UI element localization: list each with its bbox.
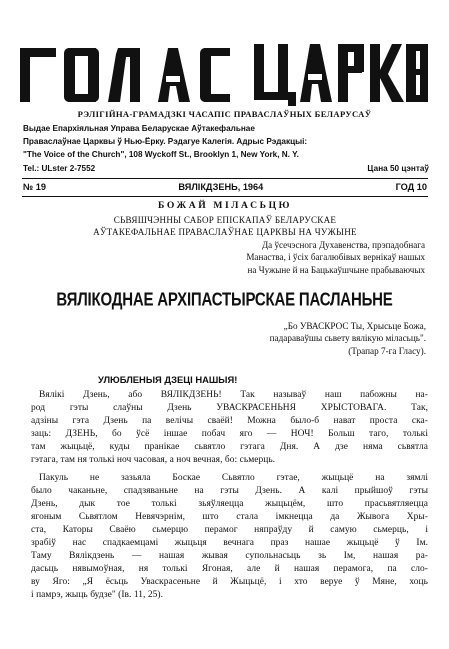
body-line: Дзень, дык тое толькі зьяўляецца жыцьцём, што прасьвятляецца <box>31 499 428 510</box>
body-line: ву Яго: „Я ёсьць Уваскрасеньне й Жыцьцё, і хто веруе ў Мяне, хоць <box>31 576 428 587</box>
synod-address <box>22 214 428 239</box>
addressees <box>170 239 425 276</box>
greeting: УЛЮБЛЕНЫЯ ДЗЕЦІ НАШЫЯ! <box>98 374 238 385</box>
publisher-line-2: Праваслаўнае Царквы ў Нью-Ёрку. Рэдагуе Калегія. Адрыс Рэдакцыі: <box>23 137 308 147</box>
body-line: Таму Вялікдзень — нашая жывая супольнасьць зь Ім, нашая ра- <box>31 550 428 561</box>
body-line: ста, Каторы Сваёю сьмерцю перамог няпраўду й самую сьмерць, і <box>31 525 428 536</box>
subtitle: РЭЛІГІЙНА-ГРАМАДЗКІ ЧАСАПІС ПРАВАСЛАЎНЫХ БЕЛАРУСАЎ <box>77 109 372 119</box>
synod-line-2: АЎТАКЕФАЛЬНАЕ ПРАВАСЛАЎНАЕ ЦАРКВЫ НА ЧУЖЫНЕ <box>93 227 357 238</box>
publisher-info <box>23 122 429 175</box>
body-line: было чаканьне, спадзяваньне на гэты Дзень. А калі прыйшоў гэты <box>31 486 428 497</box>
header-rule-bottom <box>22 196 428 197</box>
epigraph <box>230 320 426 357</box>
publisher-line-1: Выдае Епархіяльная Управа Беларускае Аўтакефальнае <box>23 124 255 133</box>
issue-number: № 19 <box>23 182 47 192</box>
addressees-line-3: на Чужыне й на Бацькаўшчыне прабываючых <box>247 264 425 275</box>
epigraph-line-2: падараваўшы сьвету вялікую міласьць". <box>269 333 426 344</box>
body-line: Пакуль не зазьяла Боскае Сьвятло гэтае, жыцьцё на зямлі <box>39 473 428 484</box>
masthead <box>18 40 428 106</box>
body-line: гэтага, там ня толькі ноч часовая, а ноч вечная, бо: сьмерць. <box>31 454 276 465</box>
epigraph-source: (Трапар 7-га Гласу). <box>348 345 426 356</box>
body-line: Вялікі Дзень, або ВЯЛІКДЗЕНЬ! Так называў наш пабожны на- <box>39 390 428 400</box>
body-line: там жыцьцё, куды пранікае сьвятло гэтага Дня. А дзе няма сьвятла <box>31 441 428 452</box>
publisher-telephone: Tel.: ULster 2-7552 <box>23 163 96 173</box>
addressees-line-1: Да ўсечэснога Духавенства, прэпадобнага <box>261 240 425 250</box>
issue-line <box>23 182 427 192</box>
article-body <box>31 389 428 602</box>
body-line: зрабіў нас спадкаемцамі жыцьця вечнага праз нашае жыцьцё ў Ім. <box>31 537 428 548</box>
body-line: адзіны гэта Дзень па велічы сваёй! Можна было-б нават проста ска- <box>31 415 428 426</box>
addressees-line-2: Манаства, і ўсіх багалюбівых вернікаў нашых <box>246 252 425 263</box>
price: Цана 50 цэнтаў <box>367 163 429 173</box>
body-line: і памрэ, жыць будзе" (Ів. 11, 25). <box>31 589 164 600</box>
blessing-heading: БОЖАЙ МІЛАСЬЦЮ <box>157 200 293 211</box>
epigraph-line-1: „Бо УВАСКРОС Ты, Хрысьце Божа, <box>283 321 426 331</box>
publisher-address: "The Voice of the Church", 108 Wyckoff St., Brooklyn 1, New York, N. Y. <box>23 150 299 160</box>
body-line: заць: ДЗЕНЬ, бо ўсё іншае побач яго — НОЧ! Больш таго, толькі <box>31 428 428 439</box>
body-line: дасьць нявымоўная, ня толькі Ягоная, але й нашая перамога, па сло- <box>31 563 428 574</box>
body-line: ягоным Сьвятлом Невячэрнім, што стала імкнецца да Жывога Хры- <box>31 512 428 523</box>
header-rule-top <box>22 178 428 179</box>
masthead-title-graphic <box>18 40 428 106</box>
synod-line-1: СЬВЯШЧЭННЫ САБОР ЕПІСКАПАЎ БЕЛАРУСКАЕ <box>113 215 337 225</box>
issue-year: ГОД 10 <box>395 182 427 192</box>
article-headline: ВЯЛІКОДНАЕ АРХІПАСТЫРСКАЕ ПАСЛАНЬНЕ <box>56 289 393 311</box>
issue-date: ВЯЛІКДЗЕНЬ, 1964 <box>178 182 264 192</box>
body-line: род гэты слаўны Дзень УВАСКРАСЕНЬНЯ ХРЫСТОВАГА. Так, <box>31 402 428 413</box>
